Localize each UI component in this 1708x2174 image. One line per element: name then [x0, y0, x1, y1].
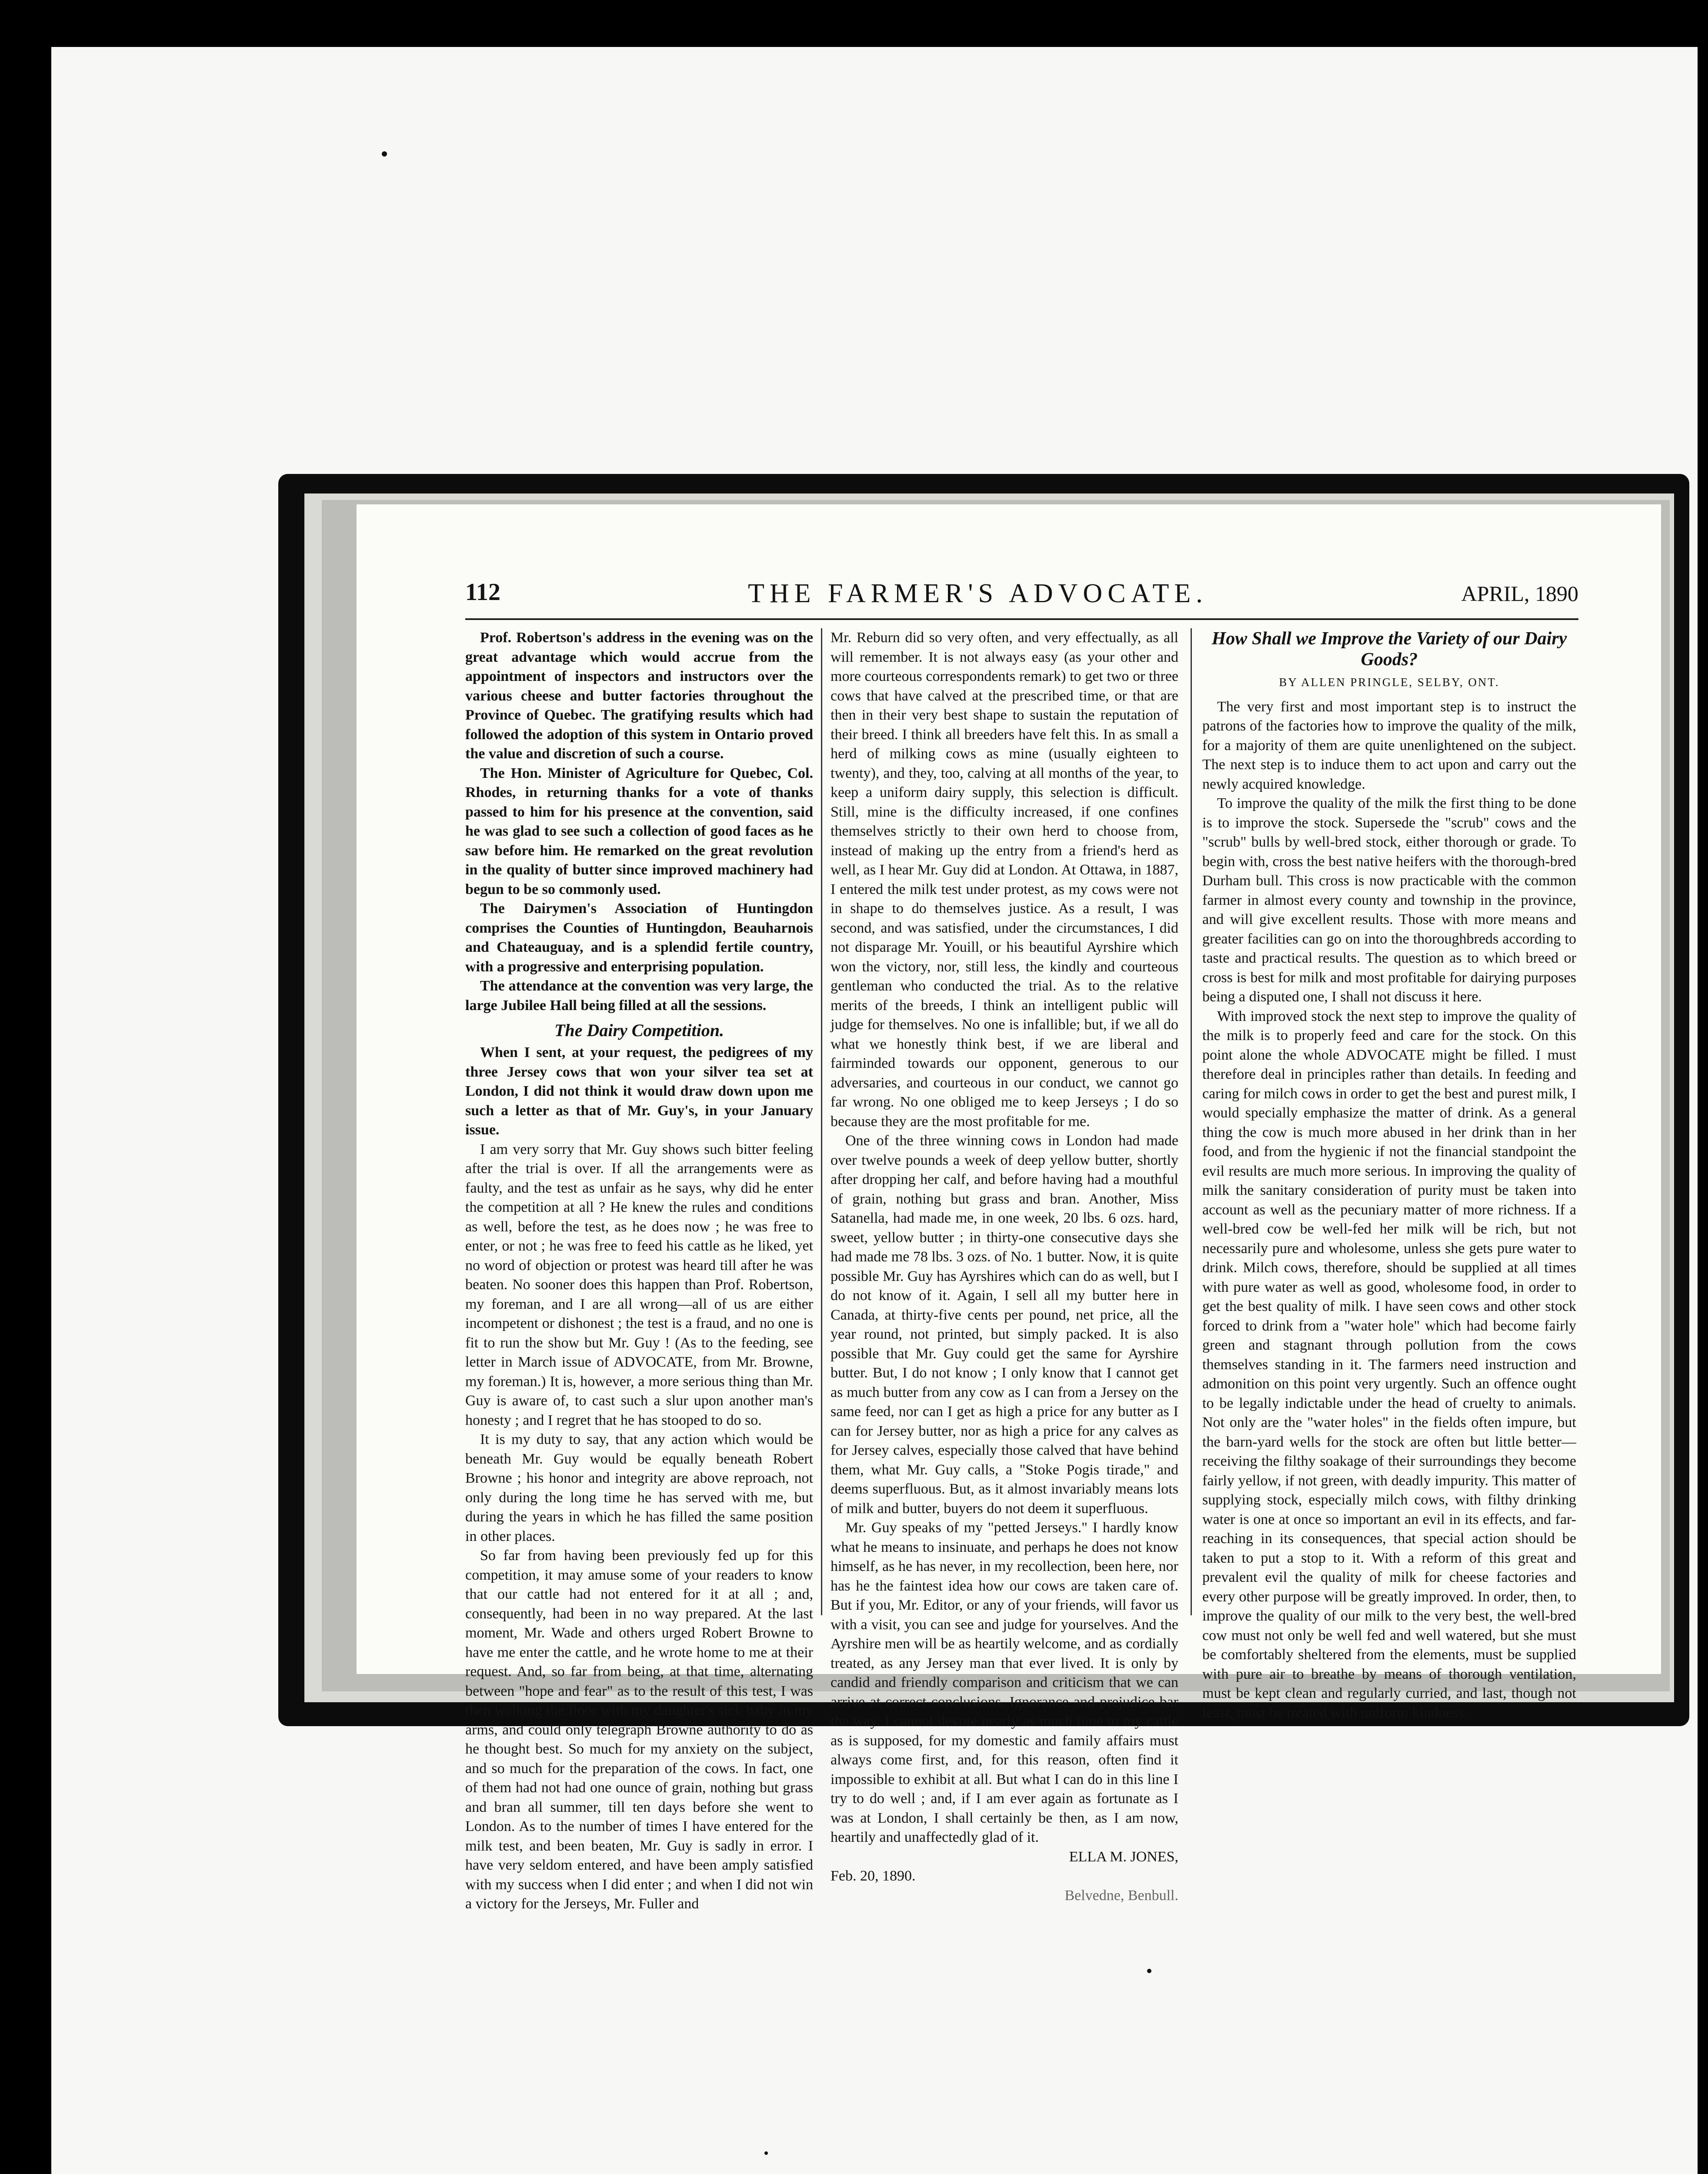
column-2 [831, 628, 1178, 1904]
signature-name: ELLA M. JONES, [1069, 1848, 1178, 1865]
byline: BY ALLEN PRINGLE, SELBY, ONT. [1279, 676, 1500, 689]
paragraph: To improve the quality of the milk the first thing to be done is to improve the stock. Supersede the "scrub" cows and the "scrub" bulls by well-bred stock, either thorough or grade. To begin with, cross the best native heifers with the thorough-bred Durham bull. This cross is now practicable with the common farmer in almost every county and township in the province, and will give excellent results. Those with more means and greater facilities can go on into the thoroughbreds according to taste and practical results. The question as to which breed or cross is best for milk and most profitable for dairying purposes being a disputed one, I shall not discuss it here. [1202, 795, 1576, 1005]
column-3 [1202, 628, 1576, 1721]
paragraph: So far from having been previously fed up for this competition, it may amuse some of your readers to know that our cattle had not entered for it at all ; and, consequently, had been in no way prepared. At the last moment, Mr. Wade and others urged Robert Browne to have me enter the cattle, and he wrote home to me at their request. And, so far from being, at that time, alternating between "hope and fear" as to the result of this test, I was then walking the floor with my daughter's sick baby in my arms, and could only telegraph Browne authority to do as he thought best. So much for my anxiety on the subject, and so much for the preparation of the cows. In fact, one of them had not had one ounce of grain, nothing but grass and bran all summer, till ten days before she went to London. As to the number of times I have entered for the milk test, and been beaten, Mr. Guy is sadly in error. I have very seldom entered, and have been amply satisfied with my success when I did enter ; and when I did not win a victory for the Jerseys, Mr. Fuller and [465, 1547, 813, 1912]
paragraph: Mr. Reburn did so very often, and very effectually, as all will remember. It is not always easy (as your other and more courteous correspondents remark) to get two or three cows that have calved at the prescribed time, or that are then in their very best shape to sustain the reputation of their breed. I think all breeders have felt this. In as small a herd of milking cows as mine (usually eighteen to twenty), and they, too, calving at all months of the year, to keep a uniform dairy supply, this selection is difficult. Still, mine is the difficulty increased, if one confines themselves strictly to their own herd to choose from, instead of making up the entry from a friend's herd as well, as I hear Mr. Guy did at London. At Ottawa, in 1887, I entered the milk test under protest, as my cows were not in shape to do themselves justice. As a result, I was second, and was satisfied, under the circumstances, I did not disparage Mr. Youill, or his beautiful Ayrshire which won the victory, nor, still less, the kindly and courteous gentleman who conducted the trial. As to the relative merits of the breeds, I think an intelligent public will judge for themselves. No one is infallible; but, if we all do what we honestly think best, if we are liberal and fairminded towards our opponent, generous to our adversaries, and courteous in our conduct, we cannot go far wrong. No one obliged me to keep Jerseys ; I do so because they are the most profitable for me. [831, 630, 1178, 1130]
paragraph: The Hon. Minister of Agriculture for Quebec, Col. Rhodes, in returning thanks for a vote of thanks passed to him for his presence at the convention, said he was glad to see such a collection of good faces as he saw before him. He remarked on the great revolution in the quality of butter since improved machinery had begun to be so commonly used. [465, 765, 813, 897]
paragraph: One of the three winning cows in London had made over twelve pounds a week of deep yellow butter, shortly after dropping her calf, and before having had a mouthful of grain, nothing but grass and bran. Another, Miss Satanella, had made me, in one week, 20 lbs. 6 ozs. hard, sweet, yellow butter ; in thirty-one consecutive days she had made me 78 lbs. 3 ozs. of No. 1 butter. Now, it is quite possible Mr. Guy has Ayrshires which can do as well, but I do not know of it. Again, I sell all my butter here in Canada, at thirty-five cents per pound, net price, all the year round, not printed, but simply packed. It is also possible that Mr. Guy could get the same for Ayrshire butter. But, I do not know ; I only know that I cannot get as much butter from any cow as I can from a Jersey on the same feed, nor can I get as high a price for any butter as I can for Jersey butter, nor as high a price for any calves as for Jersey calves, especially those calved that have behind them, what Mr. Guy calls, a "Stoke Pogis tirade," and deems superfluous. But, as it almost invariably means lots of milk and butter, buyers do not deem it superfluous. [831, 1133, 1178, 1517]
column-rule [821, 628, 822, 1615]
paragraph: The very first and most important step is to instruct the patrons of the factories how to improve the quality of the milk, for a majority of them are quite unenlightened on the subject. The next step is to induce them to act upon and carry out the newly acquired knowledge. [1202, 698, 1576, 792]
running-head [465, 578, 1578, 617]
paragraph: The Dairymen's Association of Huntingdon comprises the Counties of Huntingdon, Beauharnois and Chateauguay, and is a splendid fertile country, with a progressive and enterprising population. [465, 900, 813, 975]
article-heading: How Shall we Improve the Variety of our Dairy Goods? [1211, 629, 1567, 670]
signature-date: Feb. 20, 1890. [831, 1868, 916, 1884]
paragraph: With improved stock the next step to improve the quality of the milk is to properly feed and care for the stock. On this point alone the whole ADVOCATE might be filled. I must therefore deal in principles rather than details. In feeding and caring for milch cows in order to get the best and purest milk, I would specially emphasize the matter of drink. As a general thing the cow is much more abused in her drink than in her food, and from the hygienic if not the financial standpoint the evil results are much more serious. In improving the quality of milk the sanitary consideration of purity must be taken into account as well as the pecuniary matter of more richness. If a well-bred cow be well-fed her milk will be rich, but not necessarily pure and wholesome, unless she gets pure water to drink. Milch cows, therefore, should be supplied at all times with pure water as well as good, wholesome food, in order to get the best quality of milk. I have seen cows and other stock forced to drink from a "water hole" which had become fairly green and stagnant through pollution from the cows themselves standing in it. The farmers need instruction and admonition on this point very urgently. Such an offence ought to be legally indictable under the head of cruelty to animals. Not only are the "water holes" in the fields often impure, but the barn-yard wells for the stock are often but little better—receiving the filthy soakage of their surroundings they become fairly yellow, if not green, with deadly impurity. This matter of supplying stock, especially milch cows, with filthy drinking water is one at once so important an evil in its effects, and far-reaching in its consequences, that special action should be taken to put a stop to it. With a reform of this great and prevalent evil the quality of milk for cheese factories and every other purpose will be greatly improved. In order, then, to improve the quality of our milk to the very best, the well-bred cow must not only be well fed and well watered, but she must be comfortably sheltered from the elements, must be supplied with pure air to breathe by means of thorough ventilation, must be kept clean and regularly curried, and last, though not least, must be treated with uniform kindness. [1202, 1008, 1576, 1721]
paragraph: Prof. Robertson's address in the evening was on the great advantage which would accrue from the appointment of inspectors and instructors over the various cheese and butter factories throughout the Province of Quebec. The gratifying results which had followed the adoption of this system in Ontario proved the value and discretion of such a course. [465, 630, 813, 762]
article-heading: The Dairy Competition. [554, 1020, 724, 1040]
column-1 [465, 628, 813, 1912]
issue-date: APRIL, 1890 [1461, 581, 1578, 606]
film-speck [1147, 1969, 1151, 1973]
paragraph: It is my duty to say, that any action which would be beneath Mr. Guy would be equally beneath Robert Browne ; his honor and integrity are above reproach, not only during the long time he has served with me, but during the years in which he has filled the same position in other places. [465, 1431, 813, 1544]
publication-title: THE FARMER'S ADVOCATE. [748, 579, 1208, 608]
signature-block [831, 1847, 1178, 1906]
column-rule [1191, 628, 1192, 1615]
paragraph: I am very sorry that Mr. Guy shows such bitter feeling after the trial is over. If all the arrangements were as faulty, and the test as unfair as he says, why did he enter the competition at all ? He knew the rules and conditions as well, before the test, as he does now ; he was free to enter, or not ; he was free to feed his cattle as he liked, yet no word of objection or protest was heard till after he was beaten. No sooner does this happen than Prof. Robertson, my foreman, and I are all wrong—all of us are either incompetent or dishonest ; the test is a fraud, and no one is fit to run the show but Mr. Guy ! (As to the feeding, see letter in March issue of ADVOCATE, from Mr. Browne, my foreman.) It is, however, a more serious thing than Mr. Guy is aware of, to cast such a slur upon another man's honesty ; and I regret that he has stooped to do so. [465, 1141, 813, 1428]
page-number: 112 [465, 579, 500, 606]
paragraph: The attendance at the convention was very large, the large Jubilee Hall being filled at all the sessions. [465, 978, 813, 1014]
paragraph: Mr. Guy speaks of my "petted Jerseys." I hardly know what he means to insinuate, and perhaps he does not know himself, as he has never, in my recollection, been here, nor has he the faintest idea how our cows are taken care of. But if you, Mr. Editor, or any of your friends, will favor us with a visit, you can see and judge for yourselves. And the Ayrshire men will be as heartily welcome, and as cordially treated, as any Jersey man that ever lived. It is only by candid and friendly comparison and criticism that we can arrive at correct conclusions. Ignorance and prejudice bar the way. I cannot devote nearly as much time to my cattle as is supposed, for my domestic and family affairs must always come first, and, for this reason, often find it impossible to exhibit at all. But what I can do in this line I try to do well ; and, if I am ever again as fortunate as I was at London, I shall certainly be then, as I am now, heartily and unaffectedly glad of it. [831, 1520, 1178, 1845]
signature-place: Belvedne, Benbull. [1064, 1887, 1178, 1904]
film-speck [382, 151, 387, 157]
film-speck [764, 2151, 768, 2155]
paragraph: When I sent, at your request, the pedigrees of my three Jersey cows that won your silver tea set at London, I did not think it would draw down upon me such a letter as that of Mr. Guy's, in your January issue. [465, 1044, 813, 1138]
header-rule [465, 618, 1578, 620]
newspaper-page [357, 504, 1661, 1912]
